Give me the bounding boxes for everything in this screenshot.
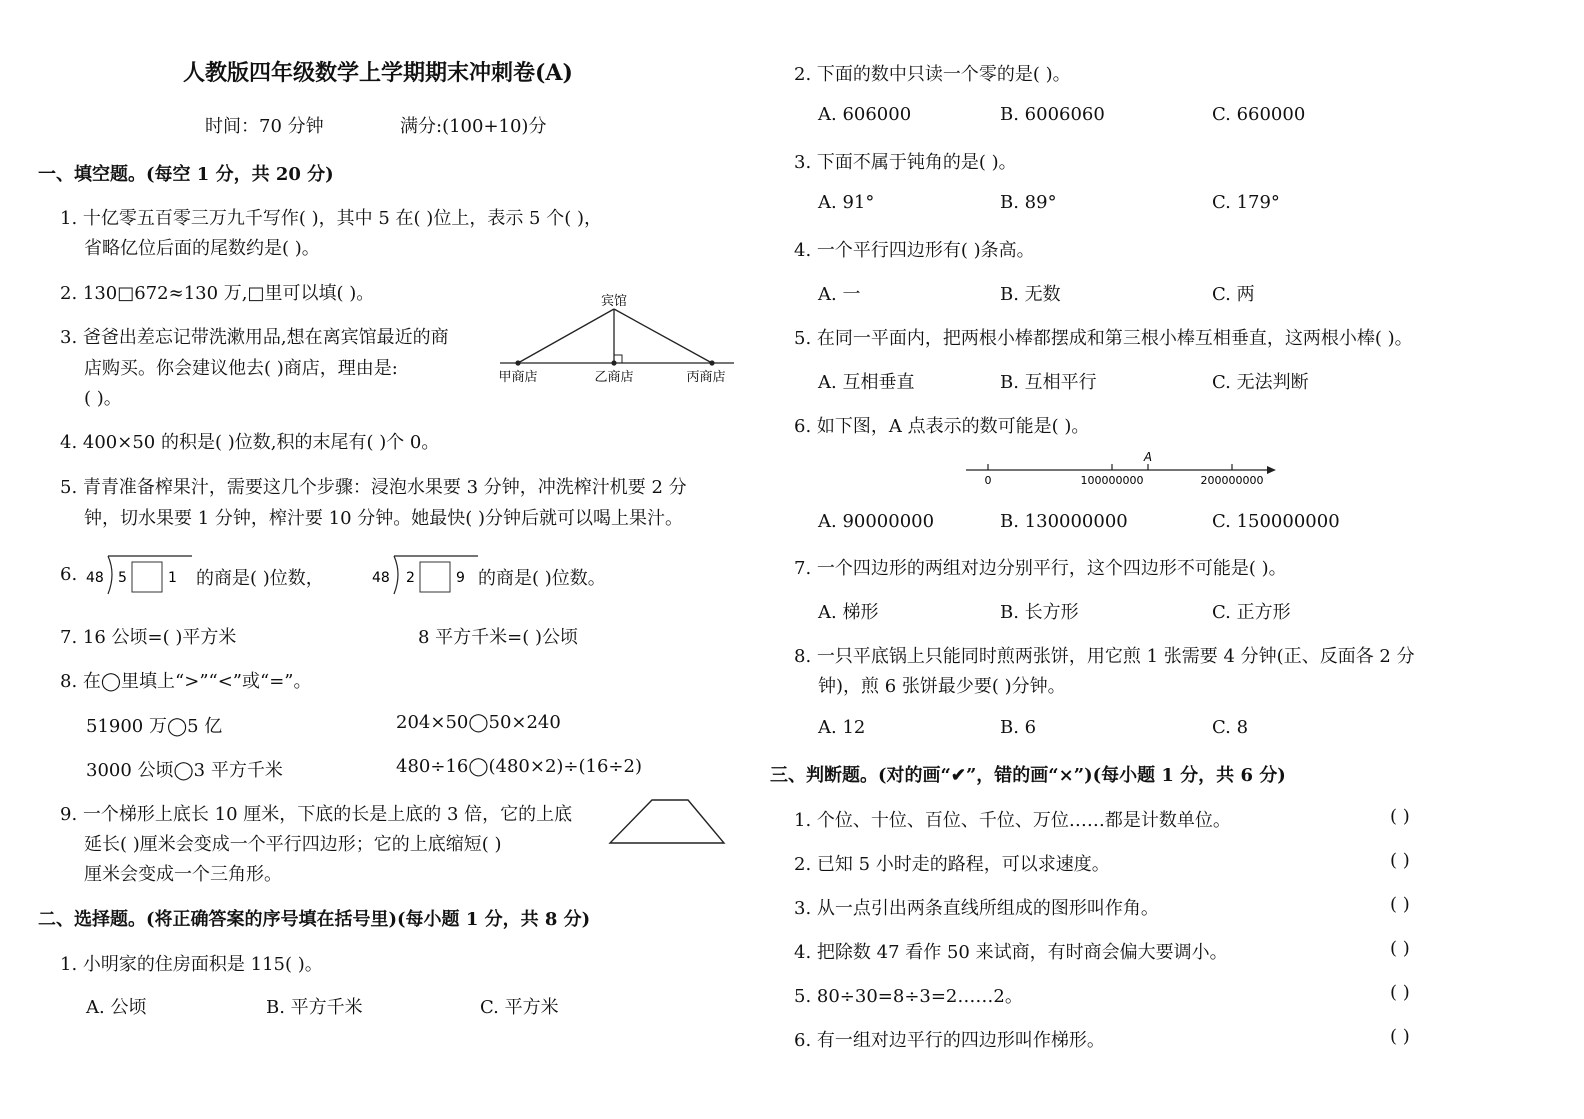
s1-q7-part2: 8 平方千米=( )公顷	[418, 627, 579, 648]
s1-q8-item3: 3000 公顷◯3 平方千米	[86, 760, 283, 781]
page-title: 人教版四年级数学上学期期末冲刺卷(A)	[183, 60, 573, 86]
s2-q2: 2. 下面的数中只读一个零的是( )。	[794, 64, 1071, 85]
tick-label-200m: 200000000	[1200, 474, 1264, 487]
trapezoid-figure	[606, 796, 730, 848]
s1-q8-item4: 480÷16◯(480×2)÷(16÷2)	[396, 756, 642, 777]
s1-q6-text2: 的商是( )位数。	[478, 568, 606, 589]
dividend-2-right: 9	[456, 570, 465, 586]
s2-q5: 5. 在同一平面内，把两根小棒都摆成和第三根小棒互相垂直，这两根小棒( )。	[794, 328, 1413, 349]
s1-q5-line2: 钟，切水果要 1 分钟，榨汁要 10 分钟。她最快( )分钟后就可以喝上果汁。	[84, 508, 684, 529]
s2-q1-option-b[interactable]: B. 平方千米	[266, 997, 363, 1018]
s2-q4: 4. 一个平行四边形有( )条高。	[794, 240, 1035, 261]
point-a-label: A	[1143, 450, 1153, 464]
s1-q6-text1: 的商是( )位数，	[196, 568, 324, 589]
s3-item-2-answer-bracket[interactable]: ( )	[1390, 850, 1410, 871]
s2-q3: 3. 下面不属于钝角的是( )。	[794, 152, 1017, 173]
s2-q8-option-c[interactable]: C. 8	[1212, 717, 1249, 738]
s3-item-1: 1. 个位、十位、百位、千位、万位……都是计数单位。	[794, 810, 1231, 831]
exam-score: 满分:(100+10)分	[400, 116, 547, 137]
s1-q1-line2: 省略亿位后面的尾数约是( )。	[84, 238, 320, 259]
s2-q7: 7. 一个四边形的两组对边分别平行，这个四边形不可能是( )。	[794, 558, 1287, 579]
s2-q4-option-c[interactable]: C. 两	[1212, 284, 1255, 305]
s1-q9-line1: 9. 一个梯形上底长 10 厘米，下底的长是上底的 3 倍，它的上底	[60, 804, 573, 825]
s2-q6-option-b[interactable]: B. 130000000	[1000, 511, 1128, 532]
shop-c-label: 丙商店	[686, 370, 726, 385]
s2-q2-option-a[interactable]: A. 606000	[818, 104, 912, 125]
hotel-label: 宾馆	[600, 294, 628, 309]
section-3-heading: 三、判断题。(对的画“✔”，错的画“×”)(每小题 1 分，共 6 分)	[770, 765, 1286, 786]
divisor-1: 48	[86, 570, 104, 586]
s3-item-3: 3. 从一点引出两条直线所组成的图形叫作角。	[794, 898, 1159, 919]
s2-q1-option-c[interactable]: C. 平方米	[480, 997, 559, 1018]
s2-q6-option-c[interactable]: C. 150000000	[1212, 511, 1340, 532]
s2-q8-line2: 钟)，煎 6 张饼最少要( )分钟。	[818, 676, 1066, 697]
s2-q7-option-a[interactable]: A. 梯形	[818, 602, 879, 623]
s1-q2: 2. 130□672≈130 万,□里可以填( )。	[60, 283, 375, 304]
tick-label-100m: 100000000	[1080, 474, 1144, 487]
s2-q8-option-a[interactable]: A. 12	[818, 717, 866, 738]
s1-q9-line2: 延长( )厘米会变成一个平行四边形；它的上底缩短( )	[84, 834, 502, 855]
s3-item-5: 5. 80÷30=8÷3=2……2。	[794, 986, 1023, 1007]
s2-q7-option-c[interactable]: C. 正方形	[1212, 602, 1291, 623]
s2-q6-option-a[interactable]: A. 90000000	[818, 511, 935, 532]
s1-q7-part1: 7. 16 公顷=( )平方米	[60, 627, 237, 648]
s2-q4-option-a[interactable]: A. 一	[818, 284, 861, 305]
dividend-1-left: 5	[118, 570, 127, 586]
s1-q3-line2: 店购买。你会建议他去( )商店，理由是:	[84, 358, 398, 379]
s2-q4-option-b[interactable]: B. 无数	[1000, 284, 1061, 305]
s1-q9-line3: 厘米会变成一个三角形。	[84, 864, 282, 885]
s1-q6-number: 6.	[60, 564, 78, 585]
s3-item-4-answer-bracket[interactable]: ( )	[1390, 938, 1410, 959]
number-line	[962, 450, 1282, 494]
s3-item-2: 2. 已知 5 小时走的路程，可以求速度。	[794, 854, 1110, 875]
s3-item-3-answer-bracket[interactable]: ( )	[1390, 894, 1410, 915]
s2-q5-option-b[interactable]: B. 互相平行	[1000, 372, 1097, 393]
s3-item-5-answer-bracket[interactable]: ( )	[1390, 982, 1410, 1003]
divisor-2: 48	[372, 570, 390, 586]
s1-q1-line1: 1. 十亿零五百零三万九千写作( )，其中 5 在( )位上，表示 5 个( )，	[60, 208, 602, 229]
blank-box-1[interactable]	[132, 562, 162, 592]
section-2-heading: 二、选择题。(将正确答案的序号填在括号里)(每小题 1 分，共 8 分)	[38, 909, 591, 930]
s2-q7-option-b[interactable]: B. 长方形	[1000, 602, 1079, 623]
s1-q8-item1: 51900 万◯5 亿	[86, 716, 223, 737]
s2-q5-option-c[interactable]: C. 无法判断	[1212, 372, 1309, 393]
s2-q1-option-a[interactable]: A. 公顷	[86, 997, 147, 1018]
dividend-2-left: 2	[406, 570, 415, 586]
s2-q2-option-c[interactable]: C. 660000	[1212, 104, 1306, 125]
section-1-heading: 一、填空题。(每空 1 分，共 20 分)	[38, 164, 334, 185]
s3-item-6: 6. 有一组对边平行的四边形叫作梯形。	[794, 1030, 1105, 1051]
s3-item-6-answer-bracket[interactable]: ( )	[1390, 1026, 1410, 1047]
tick-label-0: 0	[984, 474, 992, 487]
s1-q3-line1: 3. 爸爸出差忘记带洗漱用品,想在离宾馆最近的商	[60, 327, 449, 348]
s2-q6: 6. 如下图，A 点表示的数可能是( )。	[794, 416, 1090, 437]
s2-q8-option-b[interactable]: B. 6	[1000, 717, 1037, 738]
blank-box-2[interactable]	[420, 562, 450, 592]
hotel-shops-diagram	[492, 292, 742, 392]
long-division-2	[370, 550, 482, 600]
long-division-1	[84, 550, 196, 600]
shop-b-label: 乙商店	[594, 370, 634, 385]
s1-q3-line3: ( )。	[84, 388, 122, 409]
s1-q4: 4. 400×50 的积是( )位数,积的末尾有( )个 0。	[60, 432, 440, 453]
s2-q5-option-a[interactable]: A. 互相垂直	[818, 372, 915, 393]
s2-q3-option-b[interactable]: B. 89°	[1000, 192, 1057, 213]
s3-item-4: 4. 把除数 47 看作 50 来试商，有时商会偏大要调小。	[794, 942, 1228, 963]
dividend-1-right: 1	[168, 570, 177, 586]
s1-q8-item2: 204×50◯50×240	[396, 712, 561, 733]
s2-q3-option-a[interactable]: A. 91°	[818, 192, 875, 213]
s2-q8-line1: 8. 一只平底锅上只能同时煎两张饼，用它煎 1 张需要 4 分钟(正、反面各 2 分	[794, 646, 1415, 667]
s3-item-1-answer-bracket[interactable]: ( )	[1390, 806, 1410, 827]
s2-q3-option-c[interactable]: C. 179°	[1212, 192, 1280, 213]
s2-q2-option-b[interactable]: B. 6006060	[1000, 104, 1105, 125]
s2-q1: 1. 小明家的住房面积是 115( )。	[60, 954, 323, 975]
shop-a-label: 甲商店	[498, 370, 538, 385]
s1-q5-line1: 5. 青青准备榨果汁，需要这几个步骤：浸泡水果要 3 分钟，冲洗榨汁机要 2 分	[60, 477, 687, 498]
exam-time: 时间：70 分钟	[205, 116, 324, 137]
s1-q8: 8. 在◯里填上“>”“<”或“=”。	[60, 671, 312, 692]
